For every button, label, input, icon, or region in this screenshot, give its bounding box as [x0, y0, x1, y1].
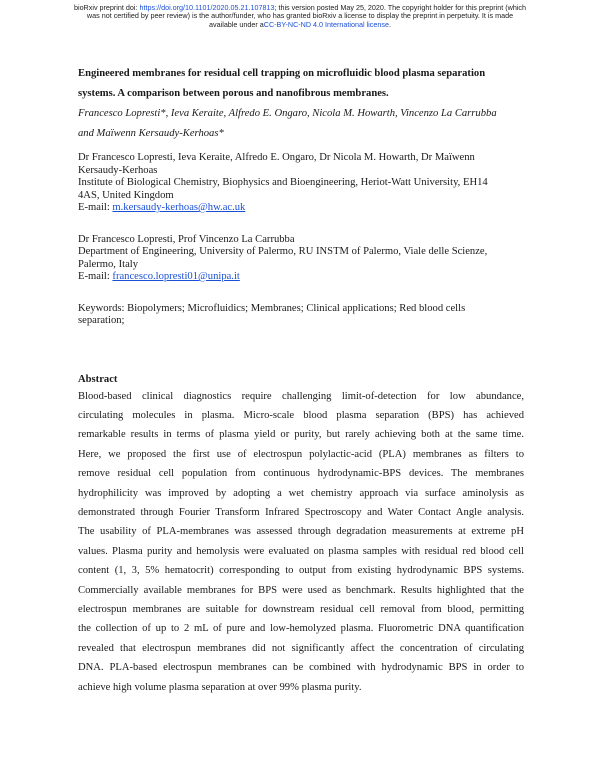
- abstract-line: electrospun membranes are suitable for downstream residual cell removal from blood, permitting: [78, 603, 524, 615]
- abstract-line: DNA. PLA-based electrospun membranes can be combined with hydrodynamic BPS in order to: [78, 662, 524, 674]
- authors-line-1: Francesco Lopresti*, Ieva Keraite, Alfredo E. Ongaro, Nicola M. Howarth, Vincenzo La Carrubba: [78, 108, 497, 119]
- abstract-line: values. Plasma purity and hemolysis were evaluated on plasma samples with residual red blood cell: [78, 545, 524, 557]
- title-line-2: systems. A comparison between porous and nanofibrous membranes.: [78, 88, 389, 99]
- license-link[interactable]: CC-BY-NC-ND 4.0 International license: [263, 19, 389, 29]
- author-list: [78, 104, 524, 144]
- affiliation-2-email: E-mail: francesco.lopresti01@unipa.it: [78, 271, 240, 282]
- abstract-line: remove residual cell population from continuous hydrodynamic-BPS devices. The membranes: [78, 468, 524, 480]
- doi-link[interactable]: https://doi.org/10.1101/2020.05.21.107813: [139, 3, 275, 12]
- keywords-line-1: Keywords: Biopolymers; Microfluidics; Membranes; Clinical applications; Red blood cells: [78, 302, 466, 314]
- abstract-line: Blood-based clinical diagnostics require challenging limit-of-detection for low abundance,: [78, 390, 524, 402]
- abstract-line: circulating molecules in plasma. Micro-scale blood plasma separation (BPS) has achieved: [78, 409, 524, 421]
- affiliation-1-inst-2: 4AS, United Kingdom: [78, 189, 174, 201]
- paper-title: [78, 64, 524, 104]
- preprint-notice-line2: was not certified by peer review) is the author/funder, who has granted bioRxiv a license to display the preprint in perpetuity. It is made: [86, 11, 514, 21]
- authors-line-2: and Maïwenn Kersaudy-Kerhoas*: [78, 128, 224, 139]
- keywords: [78, 303, 524, 328]
- affiliation-1-names-2: Kersaudy-Kerhoas: [78, 164, 158, 176]
- paper-content: [78, 64, 524, 697]
- preprint-notice: [20, 4, 580, 29]
- affiliation-2-names: Dr Francesco Lopresti, Prof Vincenzo La Carrubba: [78, 233, 295, 245]
- email-link-2[interactable]: francesco.lopresti01@unipa.it: [112, 271, 240, 282]
- affiliation-2-inst-1: Department of Engineering, University of Palermo, RU INSTM of Palermo, Viale delle Scienze,: [78, 246, 488, 257]
- email-link-1[interactable]: m.kersaudy-kerhoas@hw.ac.uk: [112, 202, 246, 213]
- affiliation-1: [78, 152, 524, 215]
- preprint-notice-line3: available under aCC-BY-NC-ND 4.0 International license.: [209, 19, 391, 29]
- abstract-line: The usability of PLA-membranes was assessed through degradation measurements at extreme pH: [78, 526, 524, 538]
- title-line-1: Engineered membranes for residual cell trapping on microfluidic blood plasma separation: [78, 68, 486, 79]
- abstract-line: hydrophilicity was improved by adopting a wet chemistry approach via surface aminolysis as: [78, 487, 524, 499]
- abstract-line: the collection of up to 2 mL of pure and low-hemolyzed plasma. Fluorometric DNA quantification: [78, 623, 524, 635]
- abstract-section: [78, 373, 524, 698]
- keywords-line-2: separation;: [78, 315, 125, 326]
- abstract-line: Here, we proposed the first use of electrospun polylactic-acid (PLA) membranes as filters to: [78, 448, 524, 460]
- abstract-line: achieve high volume plasma separation at over 99% plasma purity.: [78, 681, 362, 693]
- affiliation-1-email: E-mail: m.kersaudy-kerhoas@hw.ac.uk: [78, 202, 246, 213]
- abstract-line: content (1, 3, 5% hematocrit) corresponding to output from existing hydrodynamic BPS systems.: [78, 565, 524, 577]
- abstract-line: Commercially available membranes for BPS were used as benchmark. Results highlighted that the: [78, 584, 524, 596]
- affiliation-2: [78, 234, 524, 284]
- affiliation-1-inst-1: Institute of Biological Chemistry, Biophysics and Bioengineering, Heriot-Watt University, EH14: [78, 177, 488, 188]
- abstract-body: [78, 387, 524, 698]
- affiliation-2-inst-2: Palermo, Italy: [78, 258, 139, 270]
- abstract-line: remarkable results in terms of plasma yield or purity, but rarely achieving both at the same time.: [78, 429, 524, 441]
- preprint-notice-line1: bioRxiv preprint doi: https://doi.org/10.1101/2020.05.21.107813; this version posted May 25, 2020. The copyright holder for this preprint (which: [73, 3, 527, 12]
- abstract-heading: Abstract: [78, 373, 118, 385]
- abstract-line: revealed that electrospun membranes did not significantly affect the concentration of circulating: [78, 642, 524, 654]
- abstract-line: demonstrated through Fourier Transform Infrared Spectroscopy and Water Contact Angle analysis.: [78, 506, 524, 518]
- affiliation-1-names-1: Dr Francesco Lopresti, Ieva Keraite, Alfredo E. Ongaro, Dr Nicola M. Howarth, Dr Maïwenn: [78, 152, 475, 163]
